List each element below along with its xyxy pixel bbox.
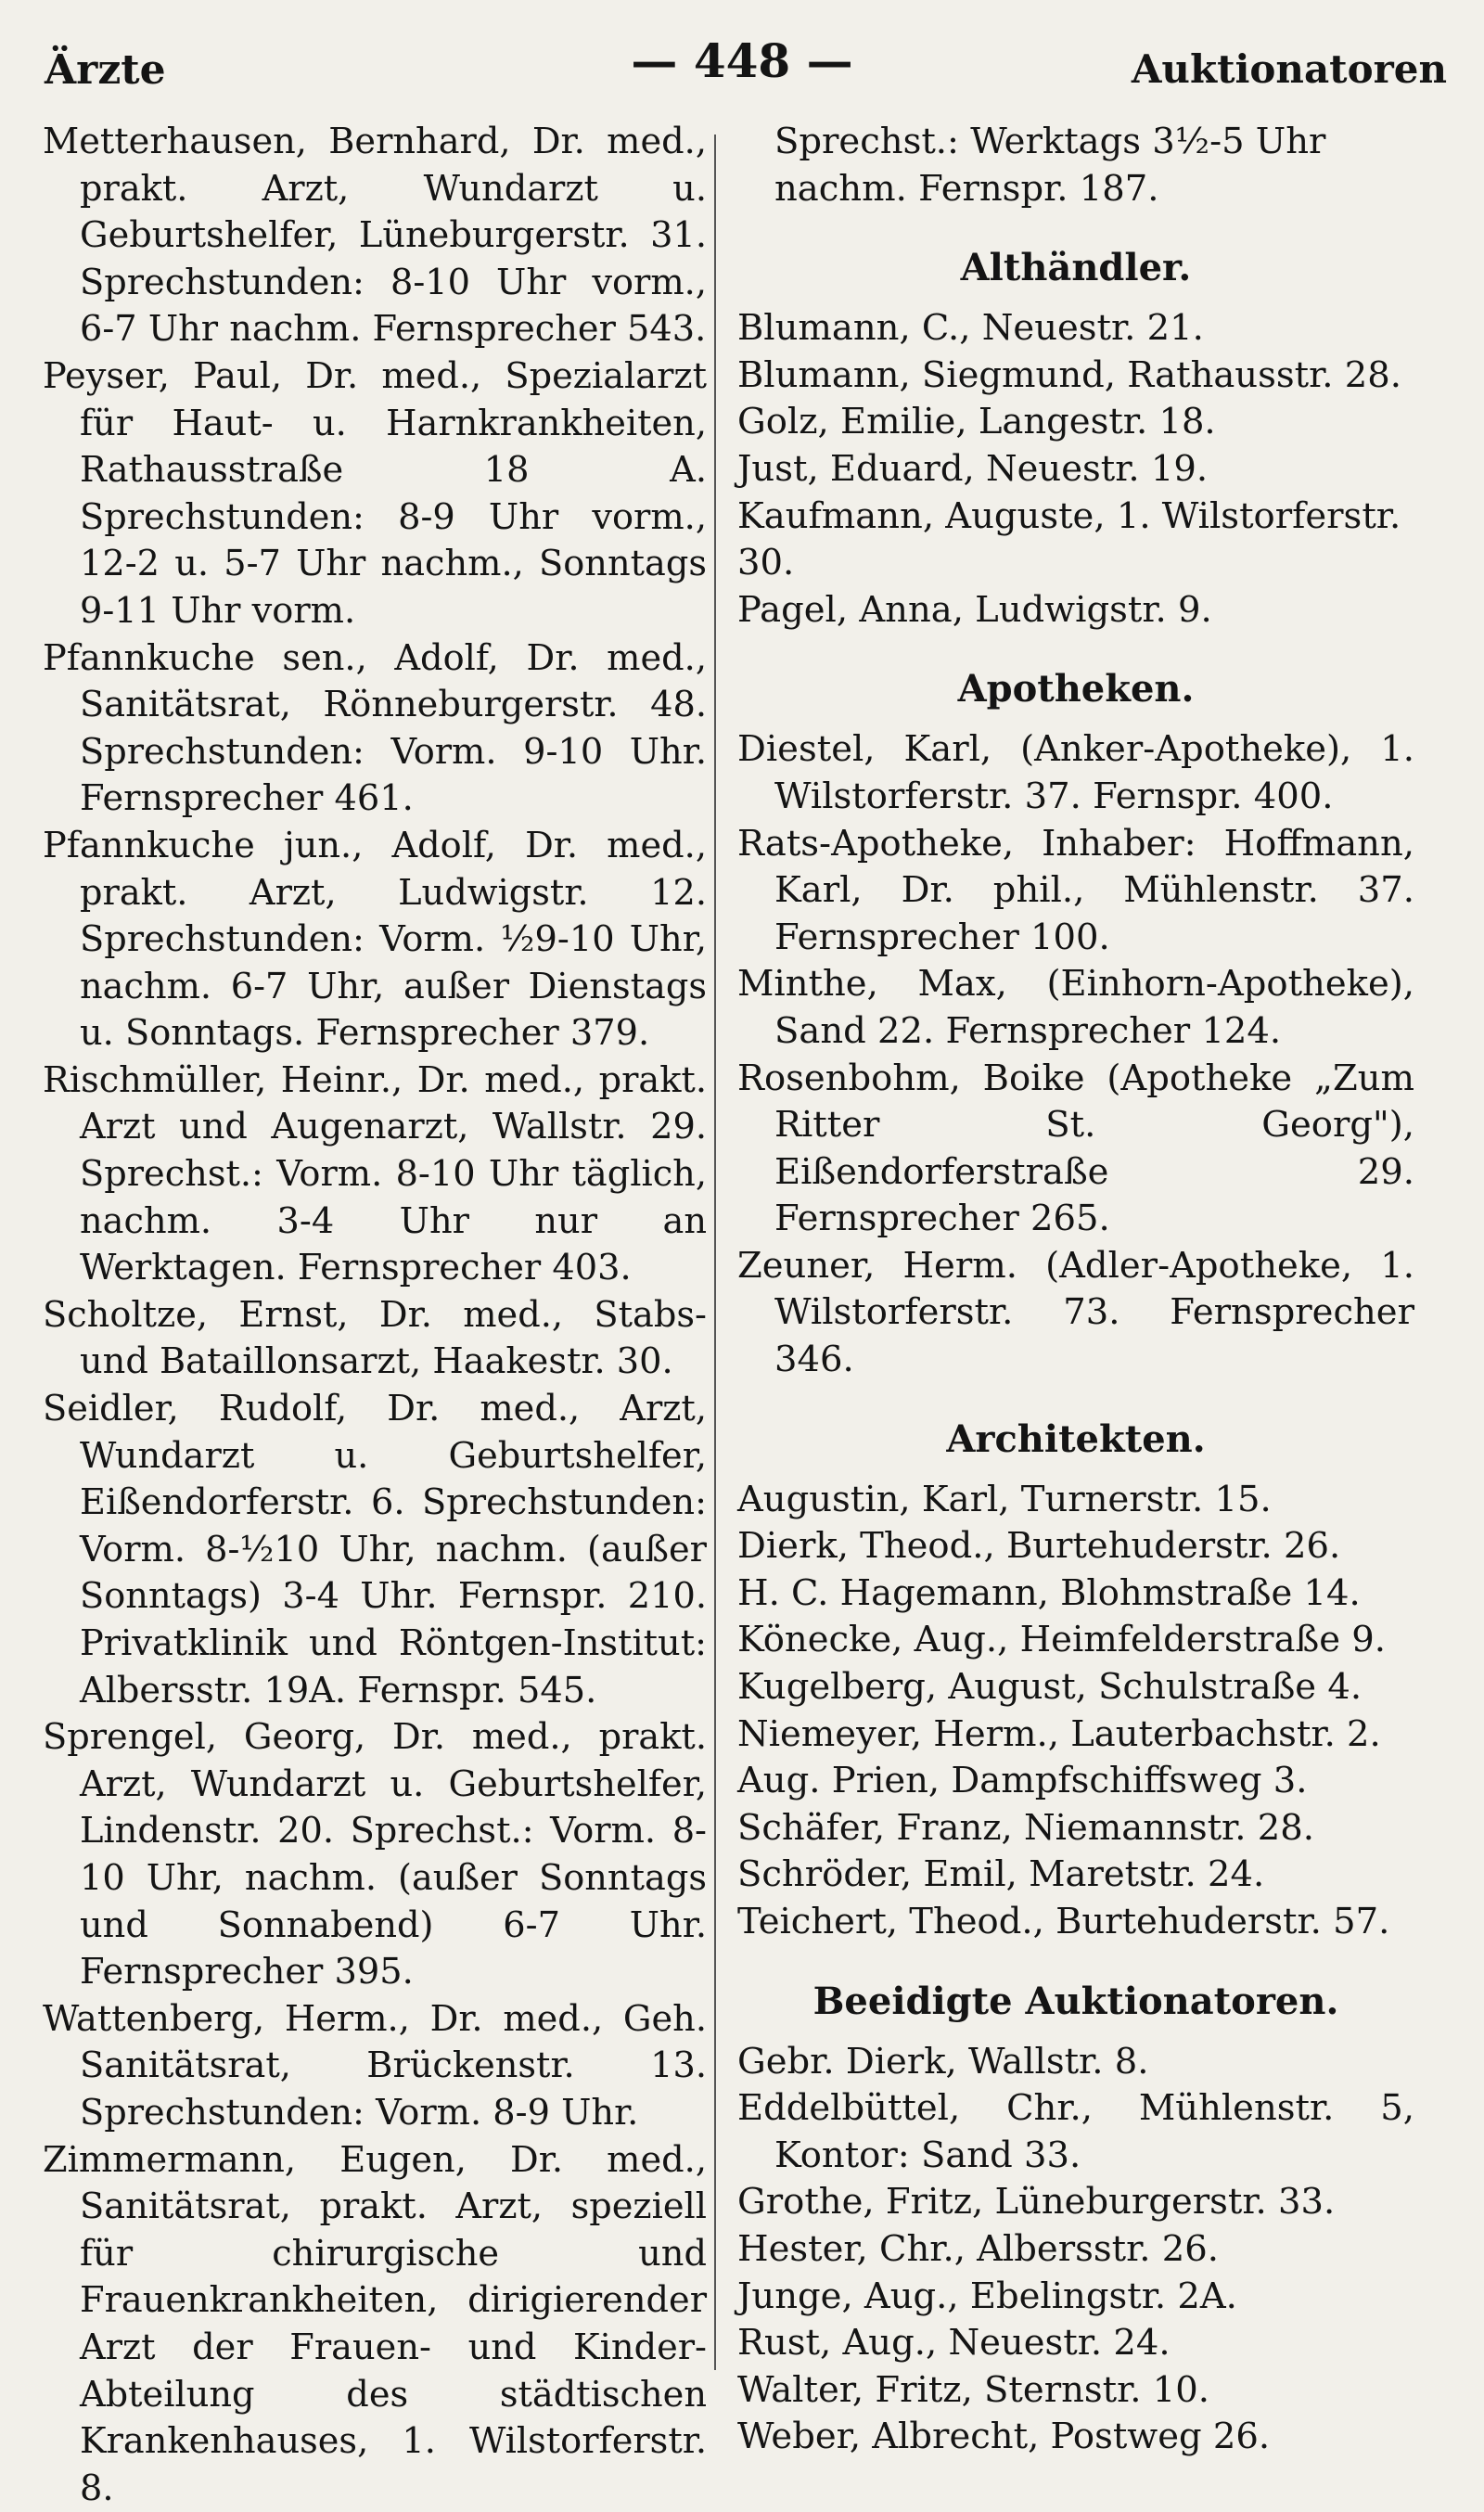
list-item: H. C. Hagemann, Blohmstraße 14. — [737, 1571, 1361, 1614]
column-divider — [714, 135, 716, 2370]
section-heading-auktionatoren: Beeidigte Auktionatoren. — [812, 1979, 1339, 2023]
list-item: Pagel, Anna, Ludwigstr. 9. — [737, 588, 1212, 631]
list-item: Zimmermann, Eugen, Dr. med., Sanitätsrat, prakt. Arzt, speziell für chirurgische und Frauenkrankheiten, dirigierender Arzt der Frauen- und Kinder-Abteilung des städtischen Krankenhauses, 1. Wilstorferstr. 8. — [43, 2138, 707, 2509]
list-item: Schäfer, Franz, Niemannstr. 28. — [737, 1806, 1314, 1849]
list-item: Niemeyer, Herm., Lauterbachstr. 2. — [737, 1712, 1381, 1755]
list-item: Aug. Prien, Dampfschiffsweg 3. — [737, 1760, 1308, 1802]
list-item: Golz, Emilie, Langestr. 18. — [737, 401, 1216, 443]
list-item: Pfannkuche jun., Adolf, Dr. med., prakt. Arzt, Ludwigstr. 12. Sprechstunden: Vorm. ½9-10 Uhr, nachm. 6-7 Uhr, außer Dienstags u. Sonntags. Fernsprecher 379. — [43, 824, 707, 1055]
list-item: Rats-Apotheke, Inhaber: Hoffmann, Karl, Dr. phil., Mühlenstr. 37. Fernsprecher 100. — [737, 822, 1414, 958]
list-item: Kaufmann, Auguste, 1. Wilstorferstr. 30. — [737, 494, 1401, 584]
list-item: Just, Eduard, Neuestr. 19. — [737, 447, 1209, 490]
list-item: Rosenbohm, Boike (Apotheke „Zum Ritter St. Georg"), Eißendorferstraße 29. Fernsprecher 265. — [737, 1057, 1414, 1240]
section-heading-architekten: Architekten. — [946, 1416, 1206, 1461]
running-head-left: Ärzte — [45, 46, 166, 94]
list-item: Blumann, Siegmund, Rathausstr. 28. — [737, 353, 1401, 396]
list-item: Zeuner, Herm. (Adler-Apotheke, 1. Wilstorferstr. 73. Fernsprecher 346. — [737, 1244, 1414, 1381]
right-column — [737, 119, 1414, 2461]
list-item: Junge, Aug., Ebelingstr. 2A. — [737, 2275, 1237, 2317]
page-number: — 448 — — [631, 33, 853, 88]
list-item: Rischmüller, Heinr., Dr. med., prakt. Arzt und Augenarzt, Wallstr. 29. Sprechst.: Vorm. 8-10 Uhr täglich, nachm. 3-4 Uhr nur an Werktagen. Fernsprecher 403. — [43, 1058, 707, 1289]
list-item: Hester, Chr., Albersstr. 26. — [737, 2227, 1219, 2270]
running-head-right: Auktionatoren — [1131, 46, 1447, 92]
section-heading-althaendler: Althändler. — [960, 246, 1192, 290]
list-item: Könecke, Aug., Heimfelderstraße 9. — [737, 1619, 1387, 1661]
left-column — [43, 119, 707, 2512]
page-header — [37, 26, 1447, 100]
list-item: Weber, Albrecht, Postweg 26. — [737, 2416, 1271, 2458]
list-item: Gebr. Dierk, Wallstr. 8. — [737, 2040, 1149, 2083]
list-item: Metterhausen, Bernhard, Dr. med., prakt. Arzt, Wundarzt u. Geburtshelfer, Lüneburgerstr. 31. Sprechstunden: 8-10 Uhr vorm., 6-7 Uhr nachm. Fernsprecher 543. — [43, 121, 707, 351]
list-item: Teichert, Theod., Burtehuderstr. 57. — [737, 1901, 1390, 1942]
list-item: Eddelbüttel, Chr., Mühlenstr. 5, Kontor: Sand 33. — [737, 2087, 1414, 2176]
section-heading-apotheken: Apotheken. — [957, 667, 1195, 711]
list-item: Walter, Fritz, Sternstr. 10. — [737, 2368, 1209, 2411]
list-item: Dierk, Theod., Burtehuderstr. 26. — [737, 1525, 1341, 1568]
list-item: Scholtze, Ernst, Dr. med., Stabs- und Bataillonsarzt, Haakestr. 30. — [43, 1293, 707, 1383]
list-item: Blumann, C., Neuestr. 21. — [737, 307, 1204, 350]
list-item: Kugelberg, August, Schulstraße 4. — [737, 1666, 1362, 1709]
list-item: Grothe, Fritz, Lüneburgerstr. 33. — [737, 2181, 1336, 2224]
list-item: Augustin, Karl, Turnerstr. 15. — [737, 1478, 1272, 1520]
list-item: Peyser, Paul, Dr. med., Spezialarzt für Haut- u. Harnkrankheiten, Rathausstraße 18 A. Sprechstunden: 8-9 Uhr vorm., 12-2 u. 5-7 Uhr nachm., Sonntags 9-11 Uhr vorm. — [43, 354, 707, 632]
list-item: Seidler, Rudolf, Dr. med., Arzt, Wundarzt u. Geburtshelfer, Eißendorferstr. 6. Sprechstunden: Vorm. 8-½10 Uhr, nachm. (außer Sonntags) 3-4 Uhr. Fernspr. 210. Privatklinik und Röntgen-Institut: Albersstr. 19A. Fernspr. 545. — [43, 1388, 707, 1711]
list-item: Diestel, Karl, (Anker-Apotheke), 1. Wilstorferstr. 37. Fernspr. 400. — [737, 728, 1414, 817]
list-item: Pfannkuche sen., Adolf, Dr. med., Sanitätsrat, Rönneburgerstr. 48. Sprechstunden: Vorm. 9-10 Uhr. Fernsprecher 461. — [43, 636, 707, 820]
list-item: Rust, Aug., Neuestr. 24. — [737, 2322, 1171, 2365]
list-item: Schröder, Emil, Maretstr. 24. — [737, 1853, 1265, 1896]
list-item: Wattenberg, Herm., Dr. med., Geh. Sanitätsrat, Brückenstr. 13. Sprechstunden: Vorm. 8-9 Uhr. — [43, 1997, 707, 2134]
list-item: Minthe, Max, (Einhorn-Apotheke), Sand 22. Fernsprecher 124. — [737, 963, 1414, 1052]
list-item: Sprengel, Georg, Dr. med., prakt. Arzt, Wundarzt u. Geburtshelfer, Lindenstr. 20. Sprechst.: Vorm. 8-10 Uhr, nachm. (außer Sonntags und Sonnabend) 6-7 Uhr. Fernsprecher 395. — [43, 1716, 707, 1993]
continued-entry: Sprechst.: Werktags 3½-5 Uhr nachm. Fernspr. 187. — [774, 121, 1326, 210]
